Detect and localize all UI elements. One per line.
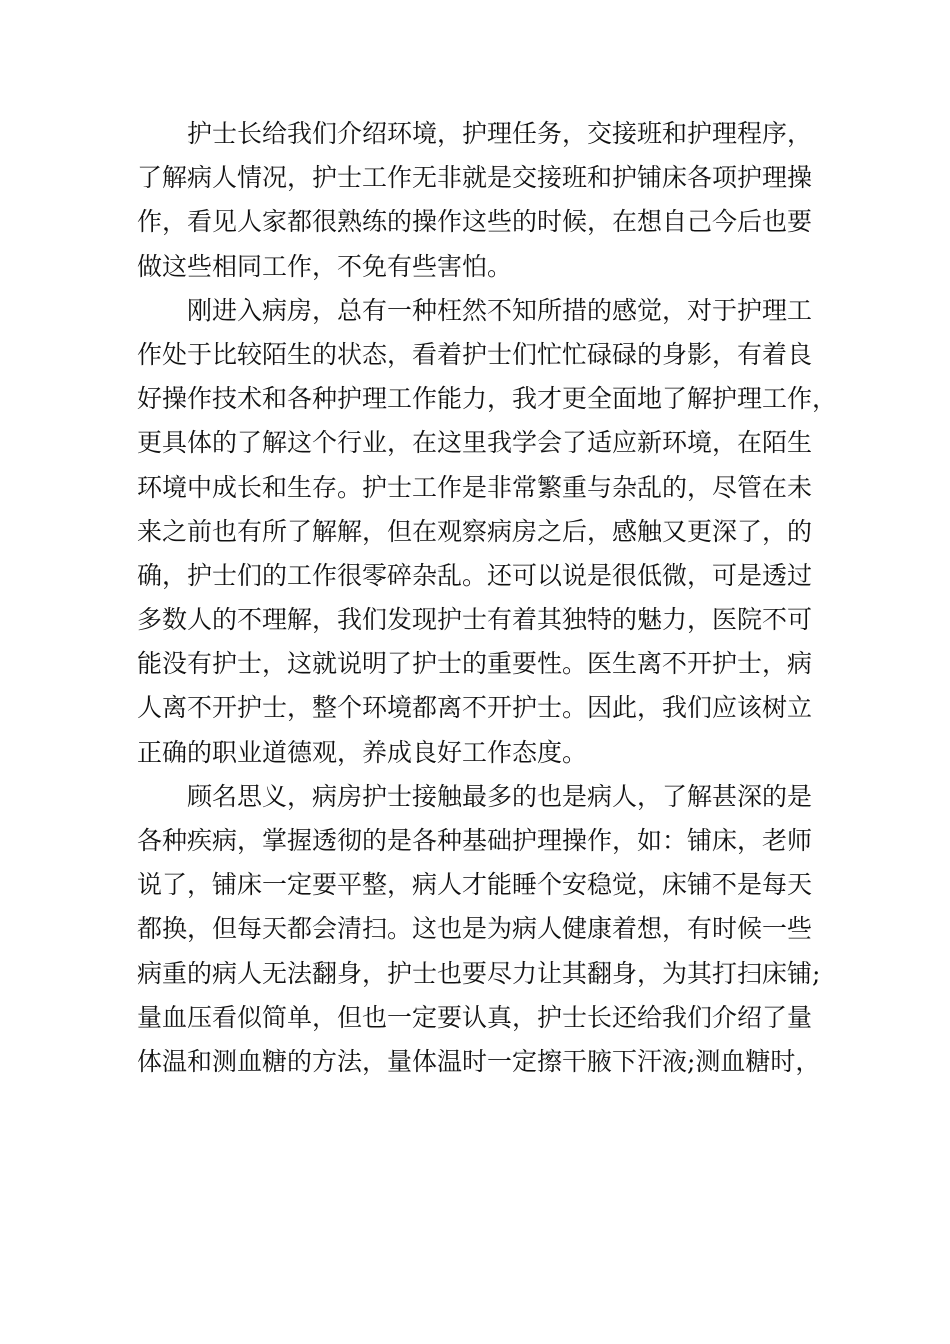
text-line: 刚进入病房，总有一种枉然不知所措的感觉，对于护理工 xyxy=(187,295,813,325)
text-line: 量血压看似简单，但也一定要认真，护士长还给我们介绍了量 xyxy=(137,1002,813,1032)
text-line: 来之前也有所了解解，但在观察病房之后，感触又更深了，的 xyxy=(137,516,813,546)
text-line: 病重的病人无法翻身，护士也要尽力让其翻身，为其打扫床铺; xyxy=(137,958,821,988)
paragraph-2 xyxy=(137,289,838,775)
text-line: 做这些相同工作，不免有些害怕。 xyxy=(137,251,513,281)
text-line: 都换，但每天都会清扫。这也是为病人健康着想，有时候一些 xyxy=(137,914,813,944)
text-line: 多数人的不理解，我们发现护士有着其独特的魅力，医院不可 xyxy=(137,605,813,635)
text-line: 各种疾病，掌握透彻的是各种基础护理操作，如：铺床，老师 xyxy=(137,826,813,855)
text-line: 正确的职业道德观，养成良好工作态度。 xyxy=(137,737,588,767)
text-line: 能没有护士，这就说明了护士的重要性。医生离不开护士，病 xyxy=(137,649,813,679)
text-line: 人离不开护士，整个环境都离不开护士。因此，我们应该树立 xyxy=(137,693,813,723)
text-line: 确，护士们的工作很零碎杂乱。还可以说是很低微，可是透过 xyxy=(137,560,813,590)
text-line: 作，看见人家都很熟练的操作这些的时候，在想自己今后也要 xyxy=(137,207,813,237)
text-line: 护士长给我们介绍环境，护理任务，交接班和护理程序， xyxy=(187,119,813,148)
text-line: 说了，铺床一定要平整，病人才能睡个安稳觉，床铺不是每天 xyxy=(137,870,813,900)
text-line: 好操作技术和各种护理工作能力，我才更全面地了解护理工作， xyxy=(137,384,838,414)
document-body xyxy=(137,112,838,1084)
text-line: 环境中成长和生存。护士工作是非常繁重与杂乱的，尽管在未 xyxy=(137,472,813,502)
text-line: 了解病人情况，护士工作无非就是交接班和护铺床各项护理操 xyxy=(137,163,813,193)
text-line: 体温和测血糖的方法，量体温时一定擦干腋下汗液;测血糖时， xyxy=(137,1046,821,1076)
paragraph-3 xyxy=(137,775,827,1084)
paragraph-1 xyxy=(137,112,827,289)
text-line: 作处于比较陌生的状态，看着护士们忙忙碌碌的身影，有着良 xyxy=(137,339,813,369)
text-line: 顾名思义，病房护士接触最多的也是病人，了解甚深的是 xyxy=(187,781,813,811)
text-line: 更具体的了解这个行业，在这里我学会了适应新环境，在陌生 xyxy=(137,428,813,458)
